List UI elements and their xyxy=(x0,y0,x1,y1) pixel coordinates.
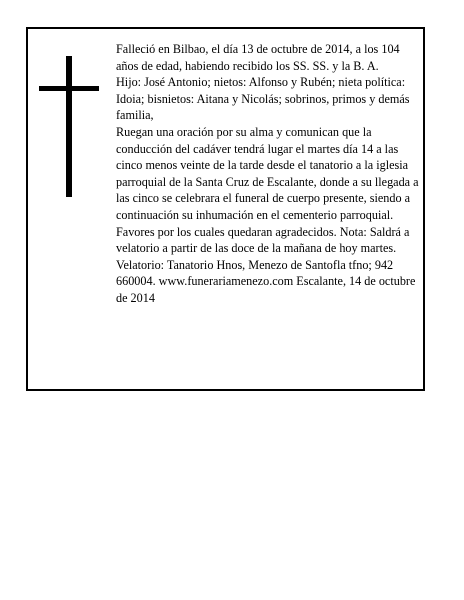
cross-vertical-bar xyxy=(66,56,72,197)
obituary-notice xyxy=(26,27,425,391)
cross-horizontal-bar xyxy=(39,86,99,91)
funeral-details: Ruegan una oración por su alma y comunican que la conducción del cadáver tendrá lugar el martes día 14 a las cinco menos veinte de la tarde desde el tanatorio a la iglesia parroquial de la Santa Cruz de Escalante, donde a su llegada a las cinco se celebrara el funeral de cuerpo presente, siendo a continuación su inhumación en el cementerio parroquial. Favores por los cuales quedaran agradecidos. Nota: Saldrá a velatorio a partir de las doce de la mañana de hoy martes. Velatorio: Tanatorio Hnos, Menezo de Santofla tfno; 942 660004. www.funerariamenezo.com Escalante, 14 de octubre de 2014 xyxy=(116,124,419,305)
obituary-text xyxy=(116,41,422,307)
death-announcement: Falleció en Bilbao, el día 13 de octubre de 2014, a los 104 años de edad, habiendo recibido los SS. SS. y la B. A. xyxy=(116,42,400,73)
latin-cross-icon xyxy=(39,56,99,197)
family-list: Hijo: José Antonio; nietos: Alfonso y Rubén; nieta política: Idoia; bisnietos: Aitana y Nicolás; sobrinos, primos y demás familia, xyxy=(116,75,410,123)
